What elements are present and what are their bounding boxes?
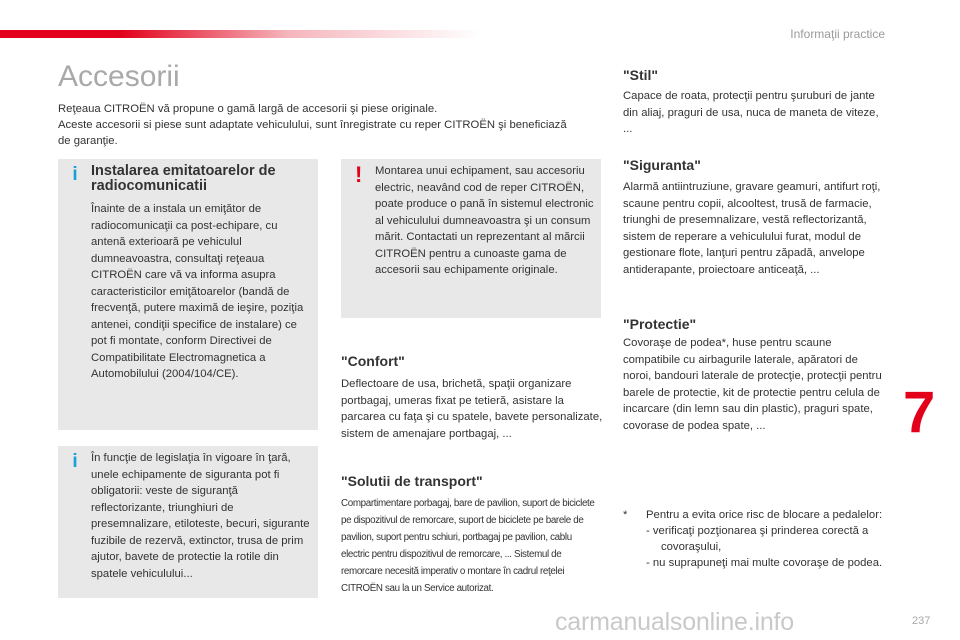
watermark: carmanualsonline.info — [555, 608, 795, 636]
page-title: Accesorii — [58, 60, 180, 93]
box-radio-title: Instalarea emitatoarelor de radiocomunicatii — [91, 163, 276, 194]
info-box-radio — [58, 159, 318, 430]
footnote — [623, 507, 893, 571]
footnote-text: Pentru a evita orice risc de blocare a pedalelor: — [646, 509, 883, 521]
protectie-heading: "Protectie" — [623, 316, 697, 332]
footnote-marker: * — [623, 509, 628, 521]
intro-line-2: Aceste accesorii si piese sunt adaptate vehiculului, sunt înregistrate cu reper CITROËN şi beneficiază de garanţie. — [58, 119, 567, 147]
siguranta-text: Alarmă antiintruziune, gravare geamuri, antifurt roţi, scaune pentru copii, alcooltest, trusă de farmacie, triunghi de presemnalizare, vestă reflectorizantă, sistem de reperare a vehiculului furat, modul de gestionare flote, lanţuri pentru zăpadă, anvelope antiderapante, proiectoare anticeaţă, ... — [623, 181, 881, 276]
confort-heading: "Confort" — [341, 353, 405, 369]
info-icon: i — [72, 451, 78, 472]
page-number: 237 — [912, 615, 931, 627]
stil-text: Capace de roata, protecţii pentru şuruburi de jante din aliaj, praguri de usa, nuca de maneta de viteze, ... — [623, 90, 879, 135]
warning-box — [341, 159, 601, 318]
info-box-legal — [58, 446, 318, 598]
warning-text: Montarea unui echipament, sau accesoriu electric, neavând cod de reper CITROËN, poate produce o pană în sistemul electronic al vehiculului dumneavoastra şi un consum mărit. Contactati un reprezentant al mărcii CITROËN pentru a cunoaste gama de accesorii sau echipamente originale. — [375, 165, 594, 276]
info-icon: i — [72, 164, 78, 185]
stil-heading: "Stil" — [623, 67, 659, 83]
box-legal-text: În funcţie de legislaţia în vigoare în ţară, unele echipamente de siguranta pot fi obligatorii: veste de siguranţă reflectorizante, triunghiuri de presemnalizare, etiloteste, becuri, sigurante fuzibile de rezervă, extinctor, trusa de prim ajutor, bavete de protectie la rotile din spatele vehiculului... — [91, 452, 310, 580]
header-accent-bar — [0, 30, 480, 38]
intro-text — [58, 101, 578, 149]
footnote-item: - nu suprapuneţi mai multe covoraşe de podea. — [646, 557, 883, 569]
transport-heading: "Solutii de transport" — [341, 473, 483, 489]
warning-icon: ! — [355, 162, 363, 187]
protectie-text: Covoraşe de podea*, huse pentru scaune compatibile cu airbagurile laterale, apăratori de noroi, bandouri laterale de protecţie, protecţii pentru barele de protectie, kit de protectie pentru celula de incarcare (din lemn sau din plastic), praguri spate, covorase de podea spate, ... — [623, 337, 882, 432]
siguranta-heading: "Siguranta" — [623, 157, 701, 173]
intro-line-1: Reţeaua CITROËN vă propune o gamă largă de accesorii şi piese originale. — [58, 103, 438, 115]
confort-text: Deflectoare de usa, brichetă, spaţii organizare portbagaj, umeras fixat pe tetieră, asistare la parcarea cu faţa şi cu spatele, bavete personalizate, sistem de amenajare portbagaj, ... — [341, 378, 603, 440]
chapter-number: 7 — [903, 380, 936, 445]
transport-text: Compartimentare porbagaj, bare de pavilion, suport de biciclete pe dispozitivul de remorcare, suport de biciclete pe barele de pavilion, suport pentru schiuri, portbagaj pe pavilion, cablu electric pentru dispozitivul de remorcare, ... Sistemul de remorcare necesită imperativ o montare în cadrul reţelei CITROËN sau la un Service autorizat. — [341, 498, 595, 594]
section-label: Informaţii practice — [790, 27, 885, 41]
box-radio-text: Înainte de a instala un emiţător de radiocomunicaţii ca post-echipare, cu antenă exterioară pe vehiculul dumneavoastra, consultaţi reţeaua CITROËN care vă va informa asupra caracteristicilor emiţătoarelor (bandă de frecvenţă, putere maximă de ieşire, poziţia antenei, condiţii specifice de instalare) ce pot fi montate, conform Directivei de Compatibilitate Electromagnetica a Automobilului (2004/104/CE). — [91, 203, 304, 380]
footnote-item: - verificaţi pozţionarea şi prinderea corectă a covoraşului, — [646, 525, 869, 553]
